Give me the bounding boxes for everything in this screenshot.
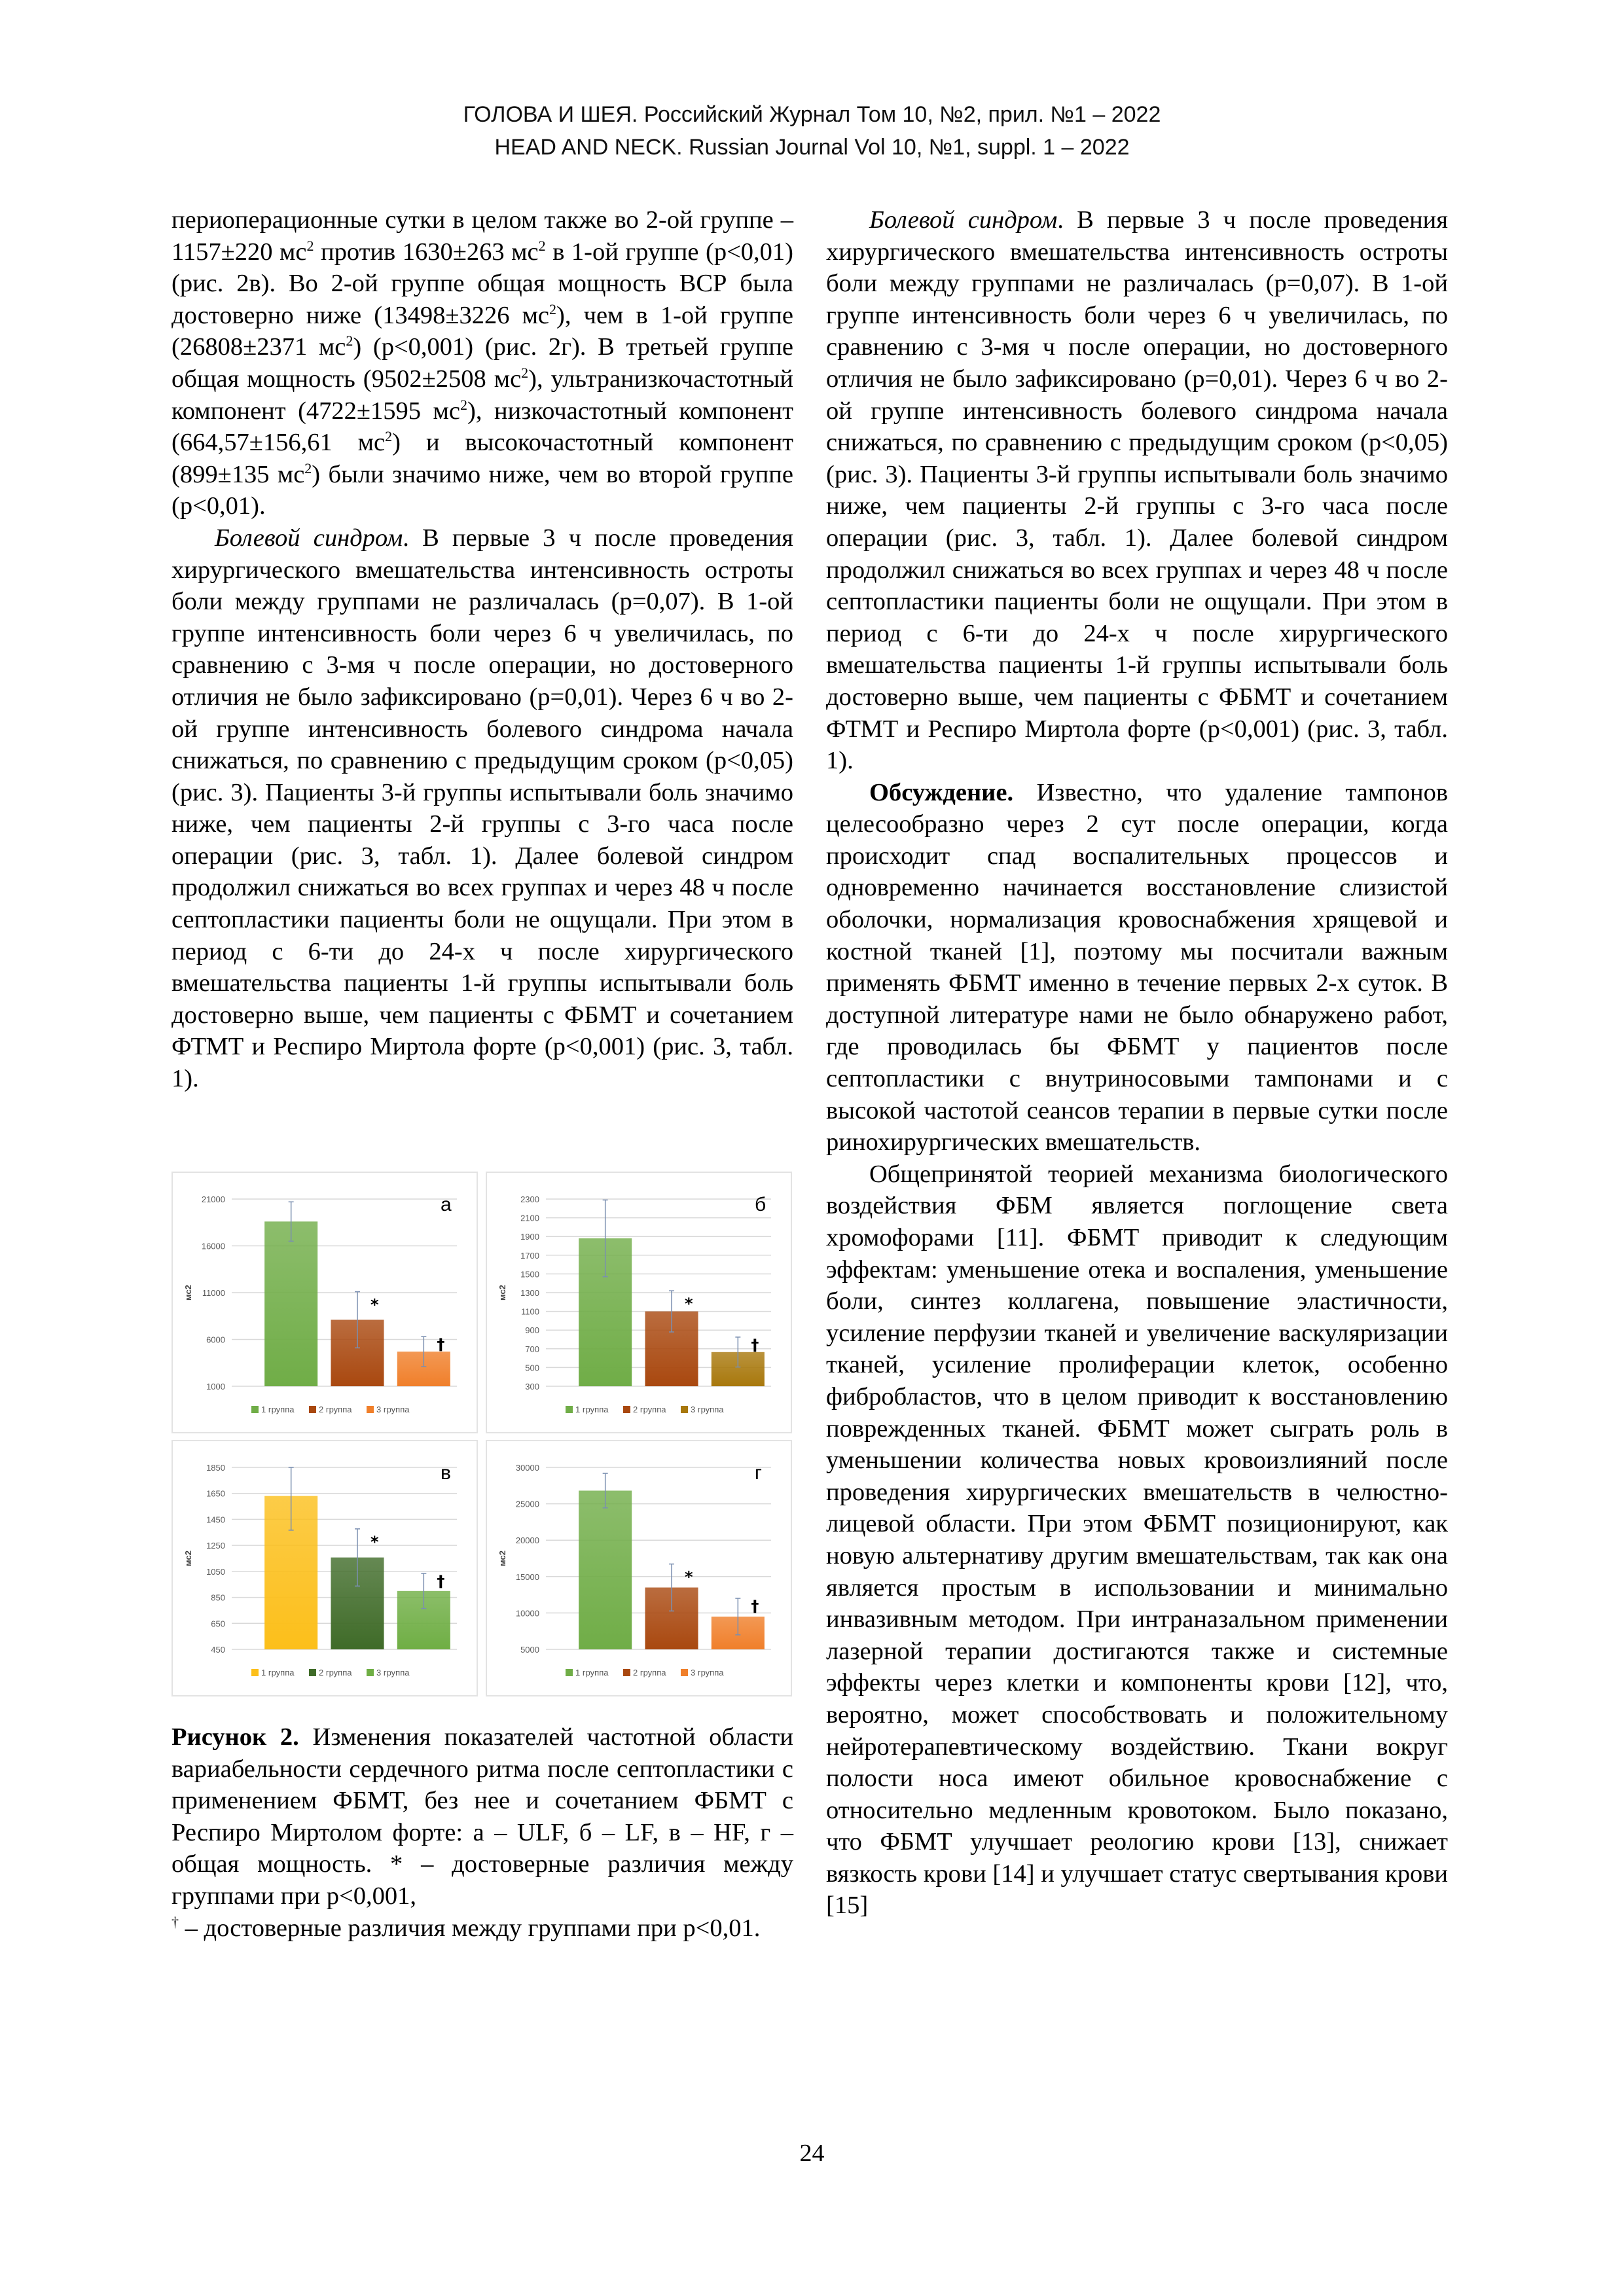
y-axis-label: мс2	[497, 1285, 507, 1300]
journal-header-ru: ГОЛОВА И ШЕЯ. Российский Журнал Том 10, №2, прил. №1 – 2022	[463, 102, 1161, 127]
y-tick-label: 1500	[520, 1269, 539, 1280]
y-tick-label: 450	[211, 1645, 225, 1655]
legend-label: 1 группа	[261, 1668, 295, 1677]
legend-swatch	[623, 1669, 630, 1676]
y-tick-label: 1850	[206, 1463, 225, 1473]
y-tick-label: 21000	[201, 1194, 225, 1204]
y-tick-label: 2300	[520, 1194, 539, 1204]
left-column	[171, 204, 793, 1095]
y-tick-label: 11000	[202, 1288, 225, 1298]
y-tick-label: 20000	[515, 1535, 539, 1546]
legend-label: 1 группа	[575, 1405, 609, 1414]
figure-caption: Рисунок 2. Изменения показателей частотной области вариабельности сердечного ритма после септопластики с применением ФБМТ, без нее и сочетанием ФБМТ с Респиро Миртолом форте: а – ULF, б – LF, в – HF, г – общая мощность. * – достоверные различия между группами при p<0,001, † – достоверные различия между группами при p<0,01.	[171, 1723, 793, 1942]
y-tick-label: 5000	[520, 1645, 539, 1655]
y-tick-label: 1300	[520, 1288, 539, 1298]
y-tick-label: 10000	[515, 1608, 539, 1619]
chart-a-ulf	[171, 1172, 478, 1433]
legend-label: 2 группа	[319, 1668, 352, 1677]
bar-chart-svg	[487, 1173, 791, 1432]
panel-label: б	[755, 1194, 767, 1215]
significance-marker: *	[685, 1295, 693, 1314]
legend-label: 2 группа	[633, 1668, 666, 1677]
y-tick-label: 1000	[206, 1382, 225, 1391]
legend-swatch	[367, 1669, 374, 1676]
y-tick-label: 700	[525, 1344, 539, 1354]
paragraph-mechanism: Общепринятой теорией механизма биологического воздействия ФБМ является поглощение света хромофорами [11]. ФБМТ приводит к следующим эффектам: уменьшение отека и воспаления, уменьшение боли, синтез коллагена, повышение эластичности, усиление перфузии тканей и увеличение васкуляризации тканей, усиление пролиферации клеток, особенно фибробластов, что в целом приводит к восстановлению поврежденных тканей. ФБМТ может сыграть роль в уменьшении количества новых кровоизлияний после проведения хирургических вмешательств в челюстно-лицевой области. При этом ФБМТ позиционируют, как новую альтернативу другим вмешательствам, так как она является простым в использовании и минимально инвазивным методом. При интраназальном применении лазерной терапии достигаются также и системные эффекты через клетки и компоненты крови [12], что, вероятно, может способствовать и положительному нейротерапевтическому воздействию. Ткани вокруг полости носа имеют обильное кровоснабжение с относительно медленным кровотоком. Было показано, что ФБМТ улучшает реологию крови [13], снижает вязкость крови [14] и улучшает статус свертывания крови [15]	[826, 1160, 1448, 1920]
section-heading-discussion: Обсуждение.	[869, 778, 1014, 806]
legend-label: 3 группа	[691, 1668, 724, 1677]
y-tick-label: 500	[525, 1363, 539, 1373]
significance-marker: *	[370, 1295, 379, 1314]
y-tick-label: 16000	[201, 1241, 225, 1251]
page-number: 24	[799, 2140, 825, 2167]
bar	[579, 1490, 632, 1649]
panel-label: в	[441, 1462, 451, 1484]
legend-label: 2 группа	[319, 1405, 352, 1414]
paragraph-pain-syndrome-repeat: Болевой синдром. В первые 3 ч после проведения хирургического вмешательства интенсивность остроты боли между группами не различалась (р=0,07). В 1-ой группе интенсивность боли через 6 ч увеличилась, по сравнению с 3-мя ч после операции, но достоверного отличия не было зафиксировано (р=0,01). Через 6 ч во 2-ой группе интенсивность болевого синдрома начала снижаться, по сравнению с предыдущим сроком (р<0,05) (рис. 3). Пациенты 3-й группы испытывали боль значимо ниже, чем пациенты 2-й группы с 3-го часа после операции (рис. 3, табл. 1). Далее болевой синдром продолжил снижаться во всех группах и через 48 ч после септопластики пациенты боли не ощущали. При этом в период с 6-ти до 24-х ч после хирургического вмешательства пациенты 1-й группы испытывали боль достоверно выше, чем пациенты с ФБМТ и сочетанием ФТМТ и Респиро Миртола форте (р<0,001) (рис. 3, табл. 1).	[826, 206, 1448, 775]
legend-label: 1 группа	[261, 1405, 295, 1414]
bar-chart-svg	[487, 1441, 791, 1695]
chart-d-total-power	[486, 1440, 792, 1696]
bar	[264, 1221, 317, 1386]
legend-swatch	[251, 1406, 259, 1413]
paragraph-hrv-results: периоперационные сутки в целом также во 2-ой группе – 1157±220 $мс^2$ против 1630±263 $мс^2$ в 1-ой группе (р<0,01) (рис. 2в). Во 2-ой группе общая мощность ВСР была достоверно ниже (13498±3226 $мс^2$), чем в 1-ой группе (26808±2371 $мс^2$) (p<0,001) (рис. 2г). В третьей группе общая мощность (9502±2508 $мс^2$), ультранизкочастотный компонент (4722±1595 $мс^2$), низкочастотный компонент (664,57±156,61 $мс^2$) и высокочастотный компонент (899±135 $мс^2$) были значимо ниже, чем во второй группе (р<0,01).	[171, 206, 794, 520]
legend-label: 3 группа	[376, 1668, 410, 1677]
y-tick-label: 6000	[206, 1335, 225, 1345]
significance-marker: *	[370, 1532, 379, 1551]
legend-swatch	[681, 1406, 688, 1413]
y-tick-label: 300	[525, 1382, 539, 1391]
significance-marker: *	[685, 1568, 693, 1587]
section-subheading: Болевой синдром	[215, 524, 403, 552]
panel-label: а	[441, 1194, 452, 1215]
y-tick-label: 25000	[515, 1499, 539, 1509]
y-tick-label: 650	[211, 1619, 225, 1629]
significance-marker: †	[751, 1597, 759, 1616]
section-subheading: Болевой синдром	[869, 206, 1058, 234]
legend-swatch	[681, 1669, 688, 1676]
chart-b-lf	[486, 1172, 792, 1433]
y-tick-label: 850	[211, 1592, 225, 1603]
paragraph-pain-syndrome: Болевой синдром. В первые 3 ч после проведения хирургического вмешательства интенсивность остроты боли между группами не различалась (р=0,07). В 1-ой группе интенсивность боли через 6 ч увеличилась, по сравнению с 3-мя ч после операции, но достоверного отличия не было зафиксировано (р=0,01). Через 6 ч во 2-ой группе интенсивность болевого синдрома начала снижаться, по сравнению с предыдущим сроком (р<0,05) (рис. 3). Пациенты 3-й группы испытывали боль значимо ниже, чем пациенты 2-й группы с 3-го часа после операции (рис. 3, табл. 1). Далее болевой синдром продолжил снижаться во всех группах и через 48 ч после септопластики пациенты боли не ощущали. При этом в период с 6-ти до 24-х ч после хирургического вмешательства пациенты 1-й группы испытывали боль достоверно выше, чем пациенты с ФБМТ и сочетанием ФТМТ и Респиро Миртола форте (р<0,001) (рис. 3, табл. 1).	[171, 524, 793, 1093]
legend-label: 3 группа	[376, 1405, 410, 1414]
legend-swatch	[367, 1406, 374, 1413]
bar-chart-svg	[173, 1173, 477, 1432]
y-axis-label: мс2	[497, 1551, 507, 1566]
y-tick-label: 1250	[206, 1541, 225, 1551]
y-tick-label: 1700	[520, 1250, 539, 1261]
figure-2	[171, 1172, 793, 1702]
legend-swatch	[309, 1669, 316, 1676]
right-column	[826, 204, 1448, 1922]
journal-header-en: HEAD AND NECK. Russian Journal Vol 10, №1, suppl. 1 – 2022	[494, 135, 1130, 160]
legend-swatch	[566, 1669, 573, 1676]
legend-swatch	[623, 1406, 630, 1413]
y-tick-label: 1450	[206, 1515, 225, 1525]
chart-c-hf	[171, 1440, 478, 1696]
panel-label: г	[755, 1462, 762, 1484]
figure-label: Рисунок 2.	[171, 1723, 299, 1751]
legend-label: 1 группа	[575, 1668, 609, 1677]
bar-chart-svg	[173, 1441, 477, 1695]
y-tick-label: 15000	[515, 1571, 539, 1582]
y-tick-label: 1050	[206, 1566, 225, 1577]
legend-swatch	[309, 1406, 316, 1413]
legend-swatch	[251, 1669, 259, 1676]
y-axis-label: мс2	[183, 1551, 193, 1566]
y-tick-label: 30000	[515, 1463, 539, 1473]
significance-marker: †	[437, 1572, 445, 1591]
journal-header	[0, 98, 1624, 164]
y-tick-label: 1900	[520, 1232, 539, 1242]
y-tick-label: 900	[525, 1325, 539, 1336]
legend-label: 2 группа	[633, 1405, 666, 1414]
significance-marker: †	[437, 1335, 445, 1354]
significance-marker: †	[751, 1335, 759, 1354]
legend-swatch	[566, 1406, 573, 1413]
y-tick-label: 1100	[521, 1306, 539, 1317]
y-tick-label: 2100	[520, 1213, 539, 1223]
legend-label: 3 группа	[691, 1405, 724, 1414]
y-axis-label: мс2	[183, 1285, 193, 1300]
paragraph-discussion: Обсуждение. Известно, что удаление тампонов целесообразно через 2 сут после операции, когда происходит спад воспалительных процессов и одновременно начинается восстановление слизистой оболочки, нормализация кровоснабжения хрящевой и костной тканей [1], поэтому мы посчитали важным применять ФБМТ именно в течение первых 2-х суток. В доступной литературе нами не было обнаружено работ, где проводилась бы ФБМТ у пациентов после септопластики с внутриносовыми тампонами и с высокой частотой сеансов терапии в первые сутки после ринохирургических вмешательств.	[826, 778, 1448, 1157]
y-tick-label: 1650	[206, 1488, 225, 1499]
